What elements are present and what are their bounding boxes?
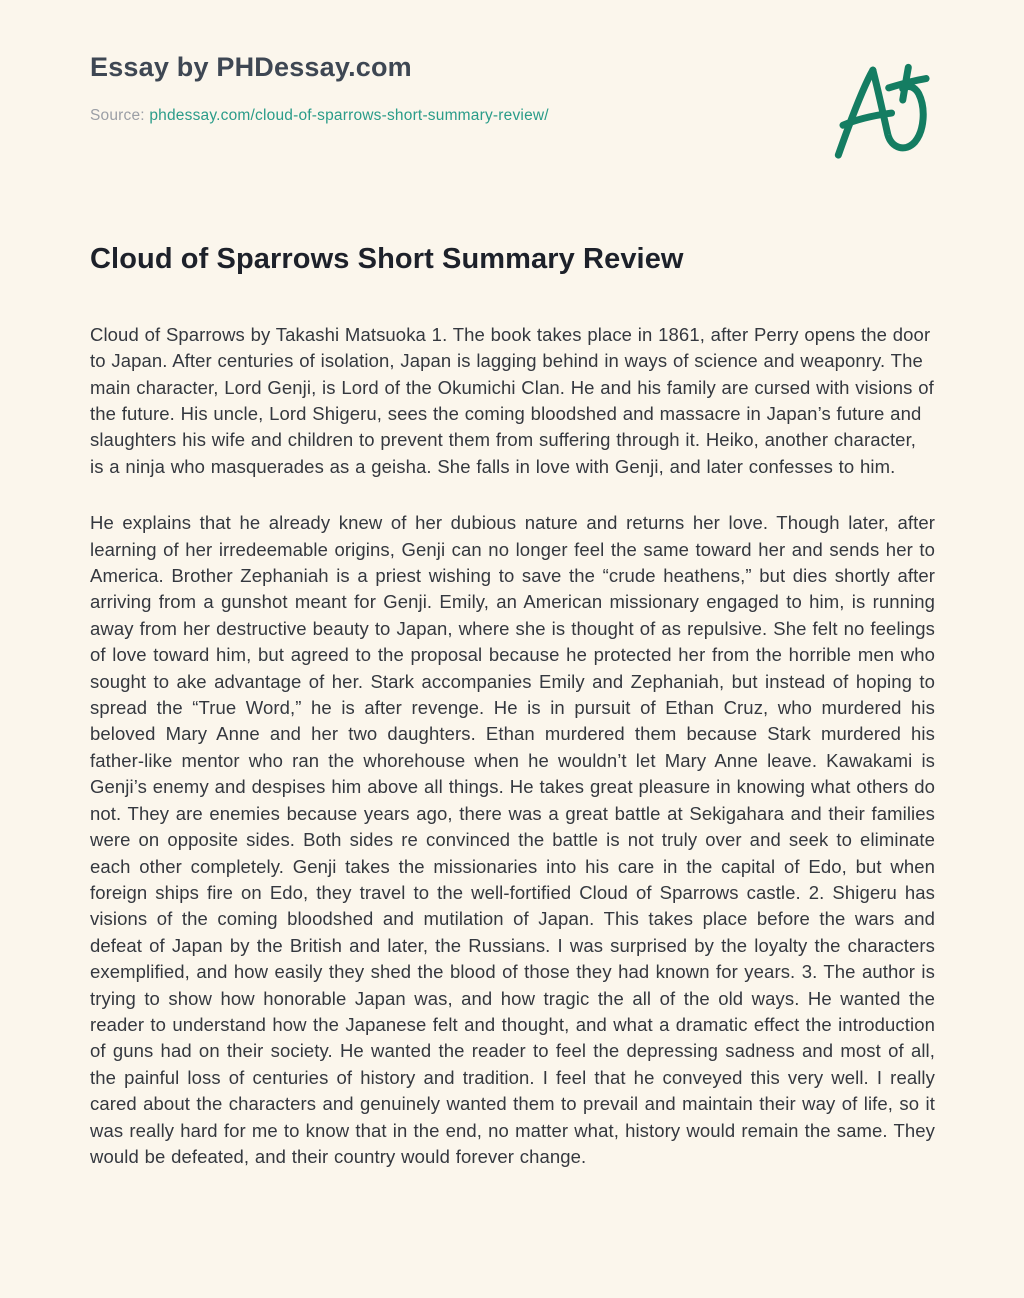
phdessay-a-plus-logo-icon: [829, 58, 941, 170]
source-line: [90, 107, 549, 125]
site-title: Essay by PHDessay.com: [90, 52, 412, 82]
essay-paragraph-1: Cloud of Sparrows by Takashi Matsuoka 1. The book takes place in 1861, after Perry opens the door to Japan. After centuries of isolation, Japan is lagging behind in ways of science and weaponry. The main character, Lord Genji, is Lord of the Okumichi Clan. He and his family are cursed with visions of the future. His uncle, Lord Shigeru, sees the coming bloodshed and massacre in Japan’s future and slaughters his wife and children to prevent them from suffering through it. Heiko, another character, is a ninja who masquerades as a geisha. She falls in love with Genji, and later confesses to him.: [90, 323, 934, 477]
source-label: Source:: [90, 107, 145, 125]
essay-content: [90, 242, 935, 1170]
source-url-text: phdessay.com/cloud-of-sparrows-short-summary-review/: [149, 107, 549, 125]
page-header: [90, 52, 935, 170]
header-text-block: [90, 52, 549, 125]
source-link[interactable]: [149, 107, 548, 124]
a-plus-logo-strokes: [838, 67, 926, 155]
essay-paragraph-2: He explains that he already knew of her dubious nature and returns her love. Though later, after learning of her irredeemable origins, Genji can no longer feel the same toward her and sends her to America. Brother Zephaniah is a priest wishing to save the “crude heathens,” but dies shortly after arriving from a gunshot meant for Genji. Emily, an American missionary engaged to him, is running away from her destructive beauty to Japan, where she is thought of as repulsive. She felt no feelings of love toward him, but agreed to the proposal because he protected her from the horrible men who sought to ake advantage of her. Stark accompanies Emily and Zephaniah, but instead of hoping to spread the “True Word,” he is after revenge. He is in pursuit of Ethan Cruz, who murdered his beloved Mary Anne and her two daughters. Ethan murdered them because Stark murdered his father-like mentor who ran the whorehouse when he wouldn’t let Mary Anne leave. Kawakami is Genji’s enemy and despises him above all things. He takes great pleasure in knowing what others do not. They are enemies because years ago, there was a great battle at Sekigahara and their families were on opposite sides. Both sides re convinced the battle is not truly over and seek to eliminate each other completely. Genji takes the missionaries into his care in the capital of Edo, but when foreign ships fire on Edo, they travel to the well-fortified Cloud of Sparrows castle. 2. Shigeru has visions of the coming bloodshed and mutilation of Japan. This takes place before the wars and defeat of Japan by the British and later, the Russians. I was surprised by the loyalty the characters exemplified, and how easily they shed the blood of those they had known for years. 3. The author is trying to show how honorable Japan was, and how tragic the all of the old ways. He wanted the reader to understand how the Japanese felt and thought, and what a dramatic effect the introduction of guns had on their society. He wanted the reader to feel the depressing sadness and most of all, the painful loss of centuries of history and tradition. I feel that he conveyed this very well. I really cared about the characters and genuinely wanted them to prevail and maintain their way of life, so it was really hard for me to know that in the end, no matter what, history would remain the same. They would be defeated, and their country would forever change.: [90, 512, 935, 1167]
essay-title: Cloud of Sparrows Short Summary Review: [90, 243, 684, 275]
